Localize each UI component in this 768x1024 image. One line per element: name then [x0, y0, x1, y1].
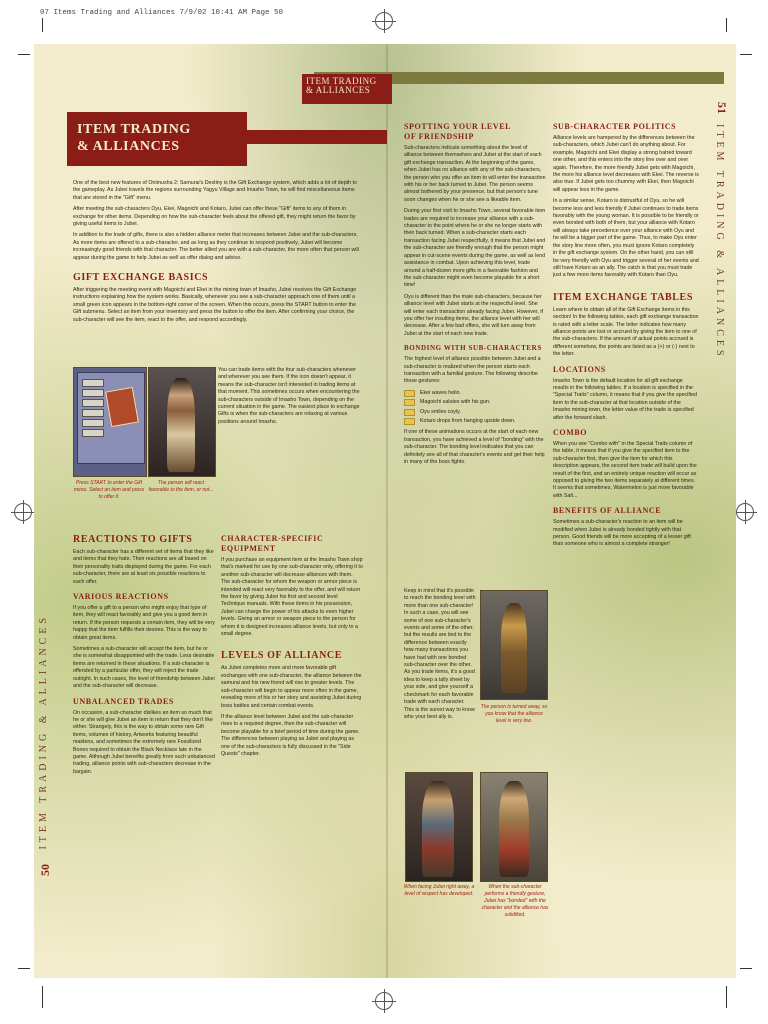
section-heading-combo: COMBO — [553, 428, 588, 437]
section-heading-tables: ITEM EXCHANGE TABLES — [553, 291, 693, 303]
bonding-paragraph: If one of these animations occurs at the start of each new transaction, you have achieved a level of "bonding" with the sub-character. The bonding level indicates that you can definitely see all of that character's events and get their help in many of the boss fights. — [404, 429, 545, 466]
gift-menu-panel — [77, 372, 145, 464]
section-heading-unbalanced-trades: UNBALANCED TRADES — [73, 696, 174, 706]
politics-paragraph: In a similar sense, Kotaro is distrustful of Oyu, so he will become less and less friendly if Jubei continues to trade items favorably with the young woman. It is possible to be friendly or even bonded with both of them, but your alliance with Kotaro will always take precedence over your alliance with Oyu and he will be a bigger part of the game. Thus, to make Oyu enter the story line more often, you must ignore Kotaro completely in the gift exchange system. On the other hand, you can still be very friendly with Oyu and trigger several of her events and still have Kotaro as an ally. The catch is that you must trade just a few more items favorably with Kotaro than Oyu. — [553, 198, 699, 279]
levels-paragraph: If the alliance level between Jubei and the sub-character rises to a required degree, then the sub-character will become playable for a brief period of time during the game. The differences between playing as Jubei and playing as one of the sub-characters is fully discussed in the "Side Quests" chapter. — [221, 713, 360, 757]
section-heading-bonding: BONDING WITH SUB-CHARACTERS — [404, 344, 542, 353]
crop-mark — [42, 18, 43, 32]
crop-mark — [726, 986, 727, 1008]
side-label-left: ITEM TRADING & ALLIANCES — [38, 614, 49, 850]
screenshot-bonded — [480, 772, 548, 882]
caption-gift-menu: Press START to enter the Gift menu. Select an item and press to offer it. — [73, 480, 145, 500]
crop-mark — [18, 54, 30, 55]
intro-paragraph: In addition to the trade of gifts, there is also a hidden alliance meter that increases between Jubei and the sub-characters. As more items are offered to a sub-character, and as long as they continue to respond positively, Jubei will become increasingly good friends with that character. The better allied you are with a sub-character, the more often that person will appear during the game to help Jubei as well as offer dialog and advice. — [73, 232, 359, 261]
gift-item-card — [105, 387, 139, 427]
sub-character-figure — [501, 603, 527, 693]
registration-mark-left — [14, 503, 32, 521]
gesture-item: Magoichi salutes with his gun. — [404, 399, 546, 406]
equipment-heading-line1: CHARACTER-SPECIFIC — [221, 534, 324, 543]
reactions-paragraph: On occasion, a sub-character dislikes an item so much that he or she will give Jubei an item in return that they don't like either. Strangely, this is the way to obtain some rare Gift items, volumes of history, Artworks featuring beautiful maidens, and sometimes the extremely rare Fossilized Bones required to obtain the Black Necklace late in the game. Although Jubei benefits greatly from such unbalanced trading, alliance points with sub-characters decrease in the bargain. — [73, 709, 215, 775]
caption-reaction: The person will react favorable to the item, or not... — [148, 480, 214, 493]
spotting-paragraph: Sub-characters indicate something about the level of alliance between themselves and Jubei at the start of each gift exchange transaction. At the beginning of the game, when Jubei has no alliance with any of the sub-characters, the person who you offer an item to will enter the transaction with his or her back turned to Jubei. The person seems almost bothered by your presence, but that person's tune soon changes when he or she see a likeable item. — [404, 145, 546, 203]
title-banner-extension — [247, 130, 387, 144]
spotting-heading-line2: OF FRIENDSHIP — [404, 132, 474, 141]
gift-basics-paragraph: After triggering the meeting event with Magoichi and Ekei in the mining town of Imasho, Jubei receives the Gift Exchange instructions explaining how the system works. Basically, whenever you see a sub-character approach one of them until a small green icon appears in the bottom-right corner of the screen. When this occurs, press the START button to enter the Gift submenu. Select an item from your inventory and press the button to offer the item. After confirming your choice, the sub-character will see the item, react to the offer, and respond accordingly. — [73, 287, 357, 323]
bonding-paragraph: Keep in mind that it's possible to reach the bonding level with more than one sub-character! In such a case, you will see some of one sub-character's events and some of the other, but the results are tied to the difference between exactly how many transactions you have had with one bonded sub-character over the other. As you trade items, it's a good idea to keep a tally sheet by your side, and give yourself a checkmark for each favorable trade with each character. This is the surest way to know who your best ally is. — [404, 588, 476, 720]
section-heading-locations: LOCATIONS — [553, 364, 606, 374]
tables-paragraph: Learn where to obtain all of the Gift Exchange items in this section! In the following tables, each gift exchange transaction is rated with a letter scale. The letter indicates how many alliance points are lost or accrued by giving the item to one of the sub-characters. If the amount of actual points accrued is different somehow, the points are listed as a (+) or (-) next to the letter. — [553, 306, 699, 358]
book-spread — [34, 44, 736, 978]
caption-respect: When facing Jubei right away, a level of respect has developed. — [403, 884, 475, 897]
side-label-right: ITEM TRADING & ALLIANCES — [714, 124, 725, 360]
section-heading-spotting — [404, 122, 546, 142]
reactions-paragraph: Each sub-character has a different set of items that they like and items that they hate. Their reactions are all based on their personality traits displayed during the game. For each sub-character, there are at least six possible reactions to each offer. — [73, 549, 214, 585]
menu-row — [82, 429, 104, 437]
crop-mark — [740, 54, 752, 55]
spotting-column — [404, 116, 546, 470]
menu-row — [82, 399, 104, 407]
section-heading-reactions: REACTIONS TO GIFTS — [73, 534, 193, 545]
caption-back-turned: The person is turned away, so you know that the alliance level is very low. — [480, 704, 548, 724]
spotting-paragraph: Oyu is different than the male sub-characters, because her alliance level with Jubei starts at the respectful level. She will enter each transaction already facing Jubei. However, if you offer her insulting items, the alliance level with her will decrease. After a few bad offers, she will turn away from Jubei at the start of each new trade. — [404, 293, 543, 337]
crop-mark — [726, 18, 727, 32]
sub-character-figure — [422, 781, 454, 877]
crop-mark — [42, 986, 43, 1008]
levels-paragraph: As Jubei completes more and more favorable gift exchanges with one sub-character, the alliance between the samurai and his new friend will rise to greater levels. The sub-character will begin to appear more often in the game, revealing more of his or her story and assisting Jubei during boss battles and certain combat events. — [221, 665, 362, 709]
screenshot-back-turned — [480, 590, 548, 700]
screenshot-respect — [405, 772, 473, 882]
bonding-paragraph: The highest level of alliance possible between Jubei and a sub-character is realized when the person starts each transaction with a familial gesture. The following describe those gestures: — [404, 356, 541, 385]
spotting-paragraph: During your first visit to Imasho Town, several favorable item trades are required to increase your alliance with a sub-character to the point where he or she no longer starts with their back turned. When a sub-character starts each transaction facing Jubei respectfully, it means that Jubei and the sub-character are friendly enough that the person might appear in cut-scene events during the game, as well as lend assistance in combat. Upon achieving this level, trade around a half-dozen more gifts in a favorable fashion and the sub-character might even become playable for a short time! — [404, 208, 546, 289]
chapter-title-line1: ITEM TRADING — [77, 122, 191, 137]
spotting-heading-line1: SPOTTING YOUR LEVEL — [404, 122, 512, 131]
page-number-right: 51 — [715, 102, 729, 114]
gutter-fold — [386, 44, 388, 978]
intro-paragraph: After meeting the sub-characters Oyu, Ekei, Magoichi and Kotaro, Jubei can offer these "Gift" items to any of them in exchange for other items. Depending on how the sub-character feels about the offered gift, they might return the favor by giving useful items to Jubei. — [73, 206, 356, 228]
menu-row — [82, 379, 104, 387]
equipment-levels-column — [221, 528, 363, 762]
tables-paragraph: Imasho Town is the default location for all gift exchange results in the following tables. If a location is specified in the "Special Traits" column, it means that if you give the specified item to the sub-character at that location outside of the Imasho mining town, the letter value of the trade is specified after the forward slash. — [553, 377, 697, 421]
tables-paragraph: Sometimes a sub-character's reaction to an item will be modified when Jubei is already bonded tightly with that person. Good friends will be more accepting of a lesser gift than someone who is almost a complete stranger! — [553, 519, 691, 548]
registration-mark-bottom — [375, 992, 393, 1010]
running-head-line1: ITEM TRADING — [306, 76, 377, 86]
section-heading-benefits: BENEFITS OF ALLIANCE — [553, 506, 662, 516]
reactions-paragraph: Sometimes a sub-character will accept the item, but he or she is somewhat disappointed with the trade. Less desirable items are returned in these situations. If a sub-character is offended by a particular offer, they will reject the trade outright. In such cases, the level of friendship between Jubei and the sub-character will decrease. — [73, 646, 215, 690]
gesture-list — [404, 390, 546, 426]
registration-mark-top — [375, 12, 393, 30]
section-heading-equipment — [221, 534, 363, 554]
section-heading-gift-basics: GIFT EXCHANGE BASICS — [73, 272, 209, 284]
menu-row — [82, 419, 104, 427]
equipment-paragraph: If you purchase an equipment item at the Imasho Town shop that's marked for use by one sub-character only, offering it to another sub-character will decrease alliances with them. The sub-character for whom the weapon or armor piece is intended will react very favorably to the offer, and will return the favor by giving Jubei his first and second level Technique manuals. With these items in his possession, Jubei can charge the power of his attacks to even higher levels. Giving an armor or weapon piece to the person for whom it is designed increases alliance levels, but only to a small degree. — [221, 557, 363, 638]
politics-paragraph: Alliance levels are hampered by the differences between the sub-characters, which Jubei can't do anything about. For example, Magoichi and Ekei display a strong hatred toward one other, and this enters into the story line over and over again. Therefore, the more friendly Jubei gets with Magoichi, the more his alliance level decreases with Ekei. The reverse is also true. If Jubei gets too chummy with Ekei, then Magoichi will appear less in the game. — [553, 135, 699, 193]
running-head-line2: & ALLIANCES — [306, 85, 371, 95]
reactions-paragraph: If you offer a gift to a person who might enjoy that type of item, they will react favorably and give you a good item in return. If the person requests a certain item, they will be very happy that the item fulfills their desires. This is the way to obtain great items. — [73, 605, 215, 641]
print-slug: 07 Items Trading and Alliances 7/9/02 10:41 AM Page 50 — [40, 9, 284, 17]
gift-basics-column-2 — [218, 367, 364, 430]
chapter-title — [67, 112, 247, 166]
running-head — [302, 74, 392, 104]
gesture-item: Kotaro drops from hanging upside down. — [404, 418, 546, 425]
section-heading-politics: SUB-CHARACTER POLITICS — [553, 122, 677, 131]
caption-bonded: When the sub-character performs a friendly gesture, Jubei has "bonded" with the character and the alliance has solidified. — [481, 884, 549, 918]
menu-row — [82, 409, 104, 417]
menu-row — [82, 389, 104, 397]
crop-mark — [18, 968, 30, 969]
sub-character-figure — [499, 781, 529, 877]
sub-character-figure — [167, 378, 195, 472]
bonding-tally-column — [404, 588, 476, 725]
gift-basics-paragraph: You can trade items with the four sub-characters whenever and wherever you see them. If the icon doesn't appear, it means the sub-character isn't interested in trading items at that moment. This sometimes occurs when encountering the sub-characters outside of Imasho Town, depending on the current situation in the game. The easiest place to exchange Gifts is when the sub-characters are relaxing at various positions around Imasho. — [218, 367, 360, 425]
reactions-column — [73, 528, 215, 780]
gesture-item: Oyu smiles coyly. — [404, 409, 546, 416]
section-heading-various-reactions: VARIOUS REACTIONS — [73, 592, 169, 602]
page-number-left: 50 — [38, 864, 52, 876]
screenshot-gift-menu — [73, 367, 147, 477]
screenshot-reaction — [148, 367, 216, 477]
equipment-heading-line2: EQUIPMENT — [221, 544, 276, 553]
crop-mark — [740, 968, 752, 969]
gesture-item: Ekei waves hello. — [404, 390, 546, 397]
politics-tables-column — [553, 116, 699, 553]
intro-paragraph: One of the best new features of Onimusha 2: Samurai's Destiny is the Gift Exchange system, which adds a lot of depth to the gameplay. As Jubei travels the regions surrounding Yagyu Village and Imasho Town, he will find miscellaneous items that are stored in the "Gift" menu. — [73, 180, 357, 201]
section-heading-levels: LEVELS OF ALLIANCE — [221, 650, 343, 662]
intro-column — [73, 180, 361, 328]
registration-mark-right — [736, 503, 754, 521]
chapter-title-line2: & ALLIANCES — [77, 139, 180, 154]
tables-paragraph: When you see "Combo with" in the Special Traits column of the table, it means that if you give the specified item to the sub-character first, then give the item for which this description appears, the second item trade will build upon the result of the first, and an entirely unique reaction will occur as opposed to giving the two items separately at different times. It seems that sometimes, Watermelon is just more favorable with Salt... — [553, 441, 697, 499]
